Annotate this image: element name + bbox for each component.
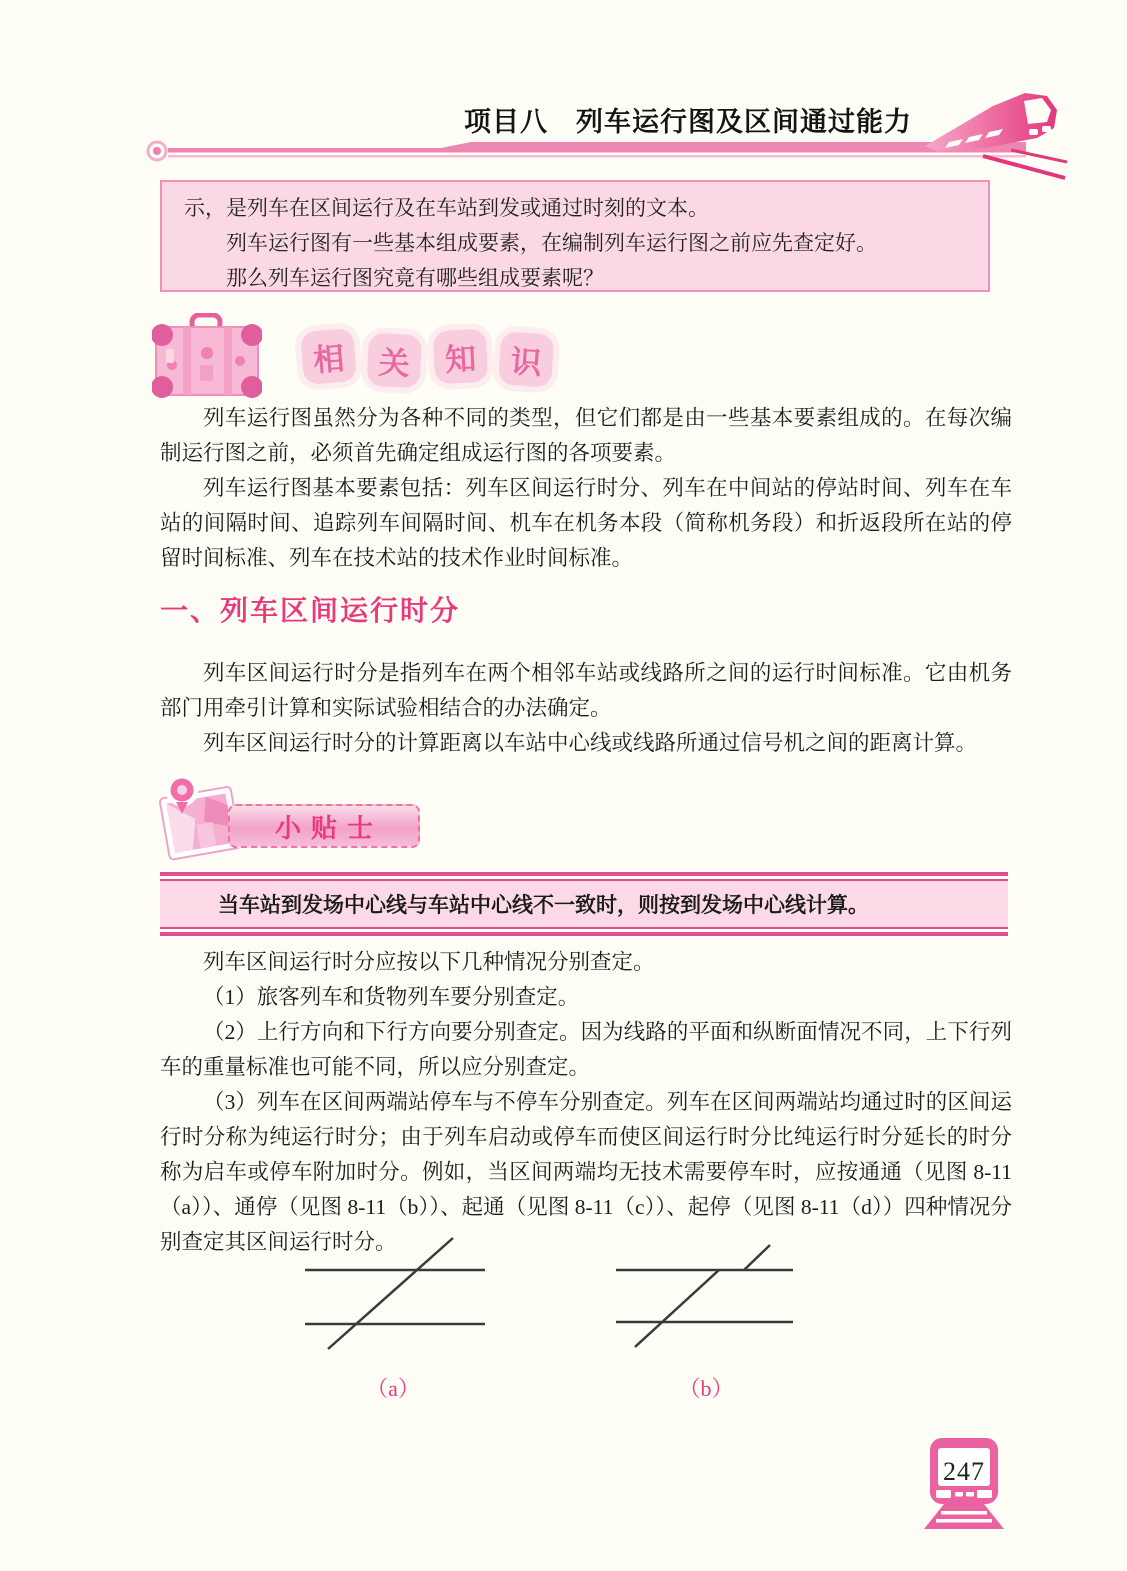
list-intro: 列车区间运行时分应按以下几种情况分别查定。 (203, 950, 655, 974)
list-item: （3）列车在区间两端站停车与不停车分别查定。列车在区间两端站均通过时的区间运行时分称为纯运行时分；由于列车启动或停车而使区间运行时分比纯运行时分延长的时分称为启车或停车附加时分。例如，当区间两端均无技术需要停车时，应按通通（见图 8-11（a））、通停（见图 8-11（b））、起通（见图 8-11（c））、起停（见图 8-11（d））四种情况分别查定其区间运行时分。 (160, 1090, 1012, 1254)
badge-tile: 知 (433, 328, 489, 384)
paragraph: 列车运行图虽然分为各种不同的类型，但它们都是由一些基本要素组成的。在每次编制运行图之前，必须首先确定组成运行图的各项要素。 (160, 406, 1012, 465)
suitcase-icon (152, 313, 262, 399)
train-icon (925, 84, 1067, 194)
figure-label-a: （a） (366, 1376, 420, 1401)
page-title: 项目八 列车运行图及区间通过能力 (464, 107, 912, 138)
list-item: （1）旅客列车和货物列车要分别查定。 (203, 985, 580, 1009)
cases-paragraphs (160, 945, 1012, 1260)
related-knowledge-badge (152, 310, 553, 402)
section-paragraphs (160, 656, 1012, 761)
paragraph: 列车区间运行时分的计算距离以车站中心线或线路所通过信号机之间的距离计算。 (203, 731, 978, 755)
section-heading: 一、列车区间运行时分 (160, 596, 461, 627)
badge-tile: 识 (498, 331, 555, 388)
paragraph: 列车区间运行时分是指列车在两个相邻车站或线路所之间的运行时间标准。它由机务部门用牵引计算和实际试验相结合的办法确定。 (160, 661, 1012, 720)
tips-label: 小贴士 (228, 804, 420, 848)
figure-label-b: （b） (678, 1376, 734, 1401)
intro-line: 那么列车运行图究竟有哪些组成要素呢？ (226, 266, 604, 290)
badge-tiles (302, 330, 553, 383)
tips-badge (152, 770, 582, 870)
figure-a-diagram (293, 1237, 493, 1359)
figure-b-diagram (606, 1237, 806, 1359)
page-number: 247 (943, 1457, 985, 1486)
intro-line: 示，是列车在区间运行及在车站到发或通过时刻的文本。 (184, 196, 709, 220)
intro-line: 列车运行图有一些基本组成要素，在编制列车运行图之前应先查定好。 (226, 231, 877, 255)
badge-tile: 相 (300, 327, 357, 384)
tips-note-banner (160, 872, 1008, 936)
tips-note: 当车站到发场中心线与车站中心线不一致时，则按到发场中心线计算。 (160, 881, 1008, 927)
page-number-badge (916, 1436, 1012, 1536)
banner-rule (160, 932, 1008, 936)
intro-paragraphs (160, 401, 1012, 576)
list-item: （2）上行方向和下行方向要分别查定。因为线路的平面和纵断面情况不同，上下行列车的重量标准也可能不同，所以应分别查定。 (160, 1020, 1012, 1079)
paragraph: 列车运行图基本要素包括：列车区间运行时分、列车在中间站的停站时间、列车在车站的间隔时间、追踪列车间隔时间、机车在机务本段（简称机务段）和折返段所在站的停留时间标准、列车在技术站的技术作业时间标准。 (160, 476, 1012, 570)
badge-tile: 关 (366, 332, 422, 388)
header-rule (146, 134, 1030, 168)
intro-box (160, 180, 990, 292)
